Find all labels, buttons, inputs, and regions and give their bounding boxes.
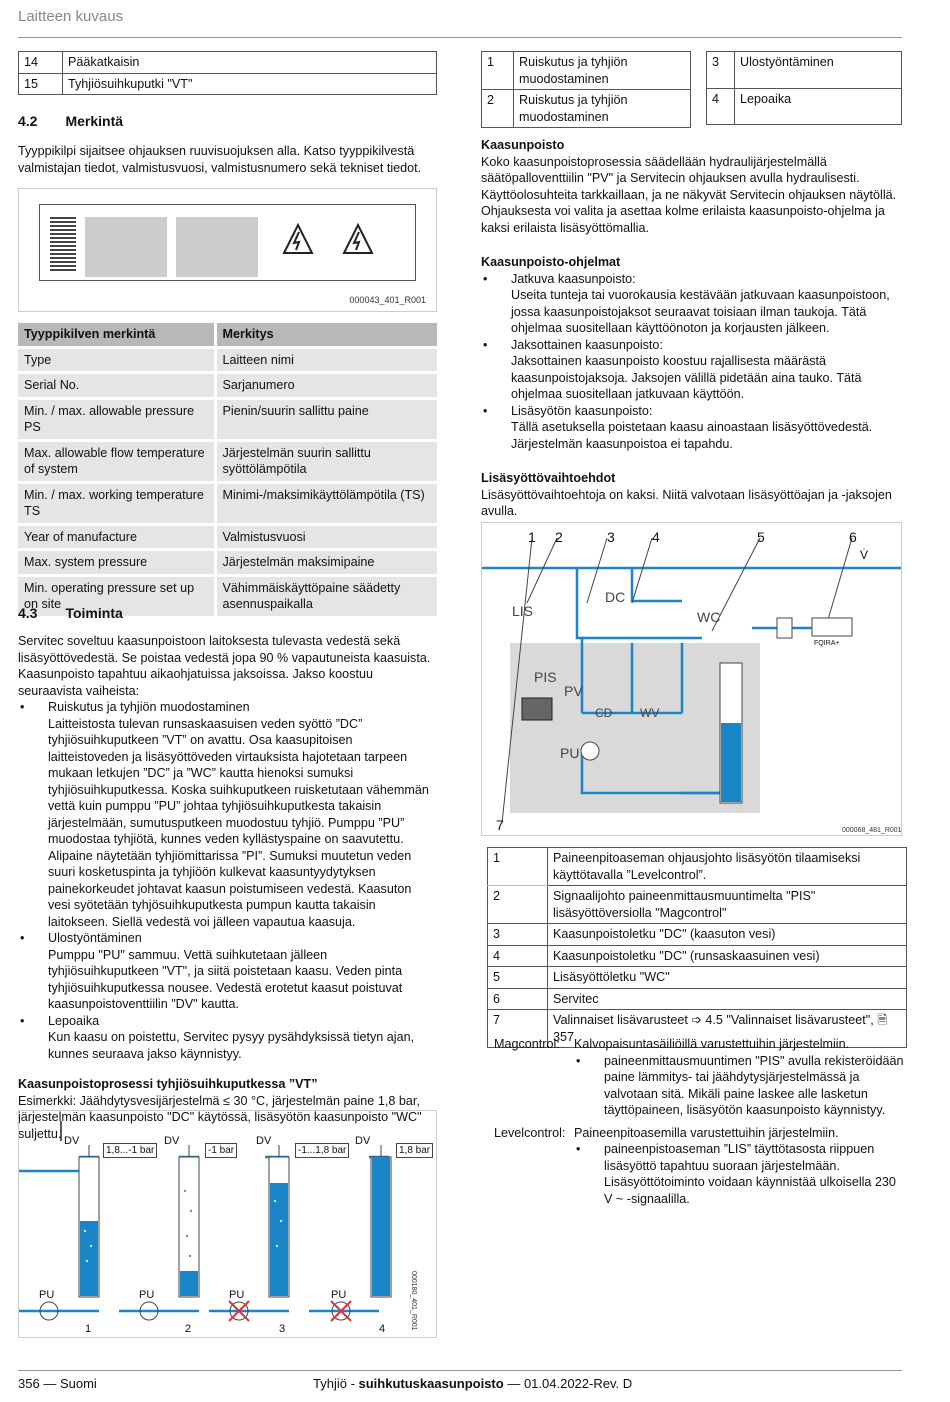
figure-code: 000068_481_R001 <box>842 827 902 834</box>
table-row <box>707 88 902 125</box>
mode-bullets <box>574 1141 904 1207</box>
flow-label: V̇ <box>860 548 869 562</box>
list-item: • paineenmittausmuuntimen "PIS" avulla rekisteröidään paine lämmitys- tai jäähdytysjärjestelmässä ja valvotaan sitä. Mikäli paine laskee alle lasketun täyttöpaineen, lisäsyötön kaasunpoisto käynnistyy. <box>574 1053 904 1119</box>
list-item <box>18 699 436 930</box>
cell: Year of manufacture <box>18 524 215 550</box>
subheading: Kaasunpoisto <box>481 138 565 152</box>
step-text: Pumppu "PU" sammuu. Vettä suihkutetaan jälleen tyhjiösuihkuputkeen "VT", ja siitä poistetaan kaasu. Veden pinta tyhjiösuihkuputkessa nousee. Vedestä erotetut kaasut poistuvat kaasunpoistoventtiilin "DV" kautta. <box>48 947 403 1011</box>
table-row <box>18 550 437 576</box>
high-voltage-warning-icon <box>280 221 390 261</box>
cell: Ruiskutus ja tyhjiön muodostaminen <box>514 52 691 90</box>
cell: Serial No. <box>18 373 215 399</box>
mode-desc: Kalvopaisuntasäiliöillä varustettuihin järjestelmiin. <box>574 1037 850 1051</box>
cell: 4 <box>707 88 735 125</box>
cell: 5 <box>488 967 548 989</box>
figure-code: 000043_401_R001 <box>349 295 426 305</box>
system-figure <box>481 522 902 836</box>
cell: 3 <box>488 924 548 946</box>
cell: 1 <box>488 848 548 886</box>
cell: Min. / max. allowable pressure PS <box>18 398 215 440</box>
pu-label: PU <box>229 1289 245 1301</box>
cell: Type <box>18 347 215 373</box>
footer-product-bold: suihkutuskaasunpoisto <box>358 1376 504 1391</box>
callout-number: 6 <box>849 529 857 545</box>
table-row <box>488 967 907 989</box>
mode-bullets <box>574 1053 904 1119</box>
step-list <box>18 699 436 1062</box>
section-num: 4.2 <box>18 113 38 129</box>
table-row <box>488 924 907 946</box>
list-item <box>18 930 436 1013</box>
dv-label: DV <box>256 1135 272 1147</box>
mode-term: Magcontrol: <box>494 1037 560 1051</box>
cell: Kaasunpoistoletku "DC" (kaasuton vesi) <box>548 924 907 946</box>
paragraph: Lisäsyöttövaihtoehtoja on kaksi. Niitä valvotaan lisäsyöttöajan ja -jaksojen avulla. <box>481 487 892 518</box>
table-row <box>18 482 437 524</box>
dv-label: DV <box>164 1135 180 1147</box>
cell: 7 <box>488 1010 548 1048</box>
phase-table-right <box>706 51 902 125</box>
part-num: 15 <box>19 73 63 95</box>
item-text: Tällä asetuksella poistetaan kaasu ainoastaan lisäsyöttövedestä. Järjestelmän kaasunpoistoa ei tapahdu. <box>511 420 873 451</box>
list-item <box>481 271 901 337</box>
item-title: • Jaksottainen kaasunpoisto: <box>511 337 663 352</box>
paragraph: Esimerkki: Jäähdytysvesijärjestelmä ≤ 30 °C, järjestelmän paine 1,8 bar, järjestelmän kaasunpoisto "DC" käytössä, lisäsyötön kaasunpoisto "WC" suljettu. <box>18 1093 422 1141</box>
cell: 6 <box>488 988 548 1010</box>
water-level <box>80 1221 98 1296</box>
part-label: Pääkatkaisin <box>63 52 437 74</box>
footer-revision: — 01.04.2022-Rev. D <box>503 1376 633 1391</box>
cell: Min. operating pressure set up on site <box>18 575 215 617</box>
column-header: Tyyppikilven merkintä <box>18 323 215 347</box>
table-row <box>18 347 437 373</box>
phase-number: 2 <box>185 1323 192 1335</box>
cell: Ulostyöntäminen <box>735 52 902 89</box>
section-header: Laitteen kuvaus <box>18 8 124 25</box>
list-item <box>481 337 901 403</box>
paragraph: Koko kaasunpoistoprosessia säädellään hydraulijärjestelmällä säätöpalloventtiilin "PV" ja Servitecin ohjauksen avulla hydraulisesti. Käyttöolosuhteita tarkkaillaan, ja ne näkyvät Servitecin ohjauksen näytöllä. Ohjauksesta voi valita ja asettaa kolme erilaista kaasunpoisto-ohjelma ja kaksi erilaista lisäsyöttömallia. <box>481 154 897 235</box>
cell: Max. allowable flow temperature of system <box>18 440 215 482</box>
cell: 1 <box>482 52 514 90</box>
step-text: Laitteistosta tulevan runsaskaasuisen veden syöttö ”DC” tyhjiösuihkuputkeen ”VT” on avattu. Osa kaasupitoisen laitteistoveden ja lisäsyöttöveden virtauksista hajotetaan tarpeen mukaan letkujen ”DC” ja ”WC” kautta hienoksi sumuksi tyhjiösuihkuputkessa. Koska suihkuputkeen ruisketutaan vähemmän vettä kuin pumppu ”PU” johtaa tyhjiösuihkuputkesta takaisin järjestelmään, sumutusputkeen muodostuu tyhjiö. Pumppu ”PU” muodostaa tyhjiötä, kunnes veden kyllästyspaine on saavutettu. Alipaine näytetään tyhjiömittarissa ”PI”. Sumuksi muutetun veden suuri kosketuspinta ja tyhjiöön kulkevat kaasuntyydytyksen painekorkeudet johtavat kaasun poistumiseen vedestä. Kaasuton vesi syötetään tyhjösuihkuputkesta pumpun kautta takaisin laitokseen. Siellä vedestä voi jälleen vapautua kaasuja. <box>48 716 429 929</box>
right-column-text <box>481 137 901 520</box>
footer-title <box>313 1376 632 1393</box>
pressure-label: -1...1,8 bar <box>295 1143 349 1158</box>
table-row <box>707 52 902 89</box>
list-item: • paineenpistoaseman ”LIS” täyttötasosta riippuen lisäsyöttö tapahtuu suoraan järjestelmään. Lisäsyöttötoiminto voidaan käynnistää ulkoisella 230 V ~ -signaalilla. <box>574 1141 904 1207</box>
cell: Järjestelmän suurin sallittu syöttölämpötila <box>215 440 437 482</box>
cell: 2 <box>482 90 514 128</box>
type-plate-figure <box>18 188 437 312</box>
mode-term: Levelcontrol: <box>494 1125 566 1140</box>
figure-code: 000180_401_R001 <box>410 1271 417 1331</box>
section-num: 4.3 <box>18 605 38 621</box>
dv-label: DV <box>355 1135 371 1147</box>
table-row <box>18 398 437 440</box>
wv-label: WV <box>640 706 660 720</box>
pressure-label: 1,8...-1 bar <box>103 1143 157 1158</box>
cd-label: CD <box>595 706 613 720</box>
pv-label: PV <box>564 683 583 699</box>
footer-page: 356 — Suomi <box>18 1376 97 1391</box>
cell: 3 <box>707 52 735 89</box>
mode-item <box>494 1036 904 1119</box>
cell: Valmistusvuosi <box>215 524 437 550</box>
step-title: • Lepoaika <box>48 1013 100 1028</box>
cell: 2 <box>488 886 548 924</box>
mode-body <box>574 1125 904 1208</box>
callout-number: 5 <box>757 529 765 545</box>
callout-number: 4 <box>652 529 660 545</box>
footer-language: Suomi <box>59 1376 97 1391</box>
type-plate <box>39 204 416 281</box>
water-level <box>372 1157 390 1296</box>
item-text: Useita tunteja tai vuorokausia kestävään jatkuvaan kaasunpoistoon, jossa kaasunpoistojaksot seuraavat toisiaan ilman taukoja. Tätä ohjelmaa suositellaan käyttöönoton ja korjausten jälkeen. <box>511 288 890 335</box>
plate-field <box>85 217 167 277</box>
pu-label: PU <box>139 1289 155 1301</box>
table-row <box>482 52 691 90</box>
wc-label: WC <box>697 609 721 625</box>
section-heading <box>18 113 123 130</box>
paragraph: Servitec soveltuu kaasunpoistoon laitoksesta tulevasta vedestä sekä lisäsyöttövedestä. Se poistaa vedestä jopa 90 % vapautuneista kaasuista. Kaasunpoisto tapahtuu aikaohjatuissa jaksoissa. Jakso koostuu seuraavista vaiheista: <box>18 634 431 698</box>
header-rule <box>18 37 902 38</box>
table-row <box>19 73 437 95</box>
list-item <box>481 403 901 453</box>
cell: Paineenpitoaseman ohjausjohto lisäsyötön tilaamiseksi käyttötavalla ”Levelcontrol”. <box>548 848 907 886</box>
cell: Valinnaiset lisävarusteet ➩ 4.5 "Valinnaiset lisävarusteet", 🗎 357 <box>548 1010 907 1048</box>
cell: 4 <box>488 945 548 967</box>
cell: Min. / max. working temperature TS <box>18 482 215 524</box>
table-row <box>488 848 907 886</box>
dc-label: DC <box>605 589 626 605</box>
water-level <box>270 1183 288 1296</box>
callout-number: 3 <box>607 529 615 545</box>
phase-table-left <box>481 51 691 128</box>
section-title: Toiminta <box>65 605 123 621</box>
callout-number: 2 <box>555 529 563 545</box>
cell: Pienin/suurin sallittu paine <box>215 398 437 440</box>
cell: Laitteen nimi <box>215 347 437 373</box>
fqira-label: FQIRA+ <box>814 640 840 647</box>
function-section <box>18 633 436 1142</box>
subheading: Lisäsyöttövaihtoehdot <box>481 471 616 485</box>
phase-number: 1 <box>85 1323 92 1335</box>
cell: Signaalijohto paineenmittausmuuntimelta "PIS" lisäsyöttöversiolla "Magcontrol" <box>548 886 907 924</box>
table-header <box>18 323 437 347</box>
section-title: Merkintä <box>65 113 124 129</box>
legend-table <box>487 847 907 1048</box>
table-row <box>488 988 907 1010</box>
table-row <box>18 440 437 482</box>
table-row <box>19 52 437 74</box>
table-row <box>18 524 437 550</box>
water-level <box>180 1271 198 1296</box>
plate-field <box>176 217 258 277</box>
barcode-icon <box>50 217 76 272</box>
page-number: 356 <box>18 1376 40 1391</box>
step-title: • Ruiskutus ja tyhjiön muodostaminen <box>48 700 250 714</box>
cell: Sarjanumero <box>215 373 437 399</box>
mode-definitions <box>494 1036 904 1207</box>
cell: Vähimmäiskäyttöpaine säädetty asennuspaikalla <box>215 575 437 617</box>
cell: Max. system pressure <box>18 550 215 576</box>
footer-rule <box>18 1370 902 1371</box>
phase-figure <box>18 1110 437 1338</box>
mode-body <box>574 1036 904 1119</box>
item-text: Jaksottainen kaasunpoisto koostuu rajallisesta määrästä kaasunpoistojaksoja. Jaksojen välillä pidetään aina tauko. Tätä ohjelmaa suositellaan jatkuvaan käyttöön. <box>511 354 862 401</box>
table-row <box>488 886 907 924</box>
step-title: • Ulostyöntäminen <box>48 931 142 945</box>
dv-label: DV <box>64 1135 80 1147</box>
callout-number: 1 <box>528 529 536 545</box>
cell: Ruiskutus ja tyhjiön muodostaminen <box>514 90 691 128</box>
column-header: Merkitys <box>215 323 437 347</box>
list-item <box>18 1013 436 1063</box>
subheading: Kaasunpoisto-ohjelmat <box>481 255 621 269</box>
lis-label: LIS <box>512 603 534 619</box>
table-row <box>488 945 907 967</box>
item-title: • Jatkuva kaasunpoisto: <box>511 271 636 286</box>
program-list <box>481 271 901 453</box>
pu-label: PU <box>331 1289 347 1301</box>
type-plate-table <box>18 323 437 619</box>
cell: Lisäsyöttöletku "WC" <box>548 967 907 989</box>
paragraph: Tyyppikilpi sijaitsee ohjauksen ruuvisuojuksen alla. Katso tyyppikilvestä valmistajan tiedot, valmistusvuosi, valmistusnumero sekä tekniset tiedot. <box>18 144 422 175</box>
cell: Järjestelmän maksimipaine <box>215 550 437 576</box>
step-text: Kun kaasu on poistettu, Servitec pysyy pysähdyksissä tietyn ajan, kunnes seuraava jakso käynnistyy. <box>48 1030 415 1061</box>
pu-label: PU <box>39 1289 55 1301</box>
pressure-label: 1,8 bar <box>396 1143 433 1158</box>
pu-label: PU <box>560 745 580 761</box>
mode-desc: Paineenpitoasemilla varustettuihin järjestelmiin. <box>574 1125 839 1140</box>
cell: Kaasunpoistoletku "DC" (runsaskaasuinen vesi) <box>548 945 907 967</box>
cell: Lepoaika <box>735 88 902 125</box>
part-num: 14 <box>19 52 63 74</box>
part-label: Tyhjiösuihkuputki "VT" <box>63 73 437 95</box>
phase-number: 3 <box>279 1323 286 1335</box>
subheading: Kaasunpoistoprosessi tyhjiösuihkuputkessa ”VT” <box>18 1077 318 1091</box>
cell: Minimi-/maksimikäyttölämpötila (TS) <box>215 482 437 524</box>
pressure-label: -1 bar <box>205 1143 237 1158</box>
section-heading <box>18 605 123 622</box>
item-title: • Lisäsyötön kaasunpoisto: <box>511 403 653 418</box>
cell: Servitec <box>548 988 907 1010</box>
pis-label: PIS <box>534 669 557 685</box>
table-row <box>18 373 437 399</box>
mode-item <box>494 1125 904 1208</box>
footer-product: Tyhjiö - <box>313 1376 359 1391</box>
phase-number: 4 <box>379 1323 386 1335</box>
callout-number: 7 <box>496 817 504 833</box>
parts-table <box>18 51 437 95</box>
table-row <box>482 90 691 128</box>
